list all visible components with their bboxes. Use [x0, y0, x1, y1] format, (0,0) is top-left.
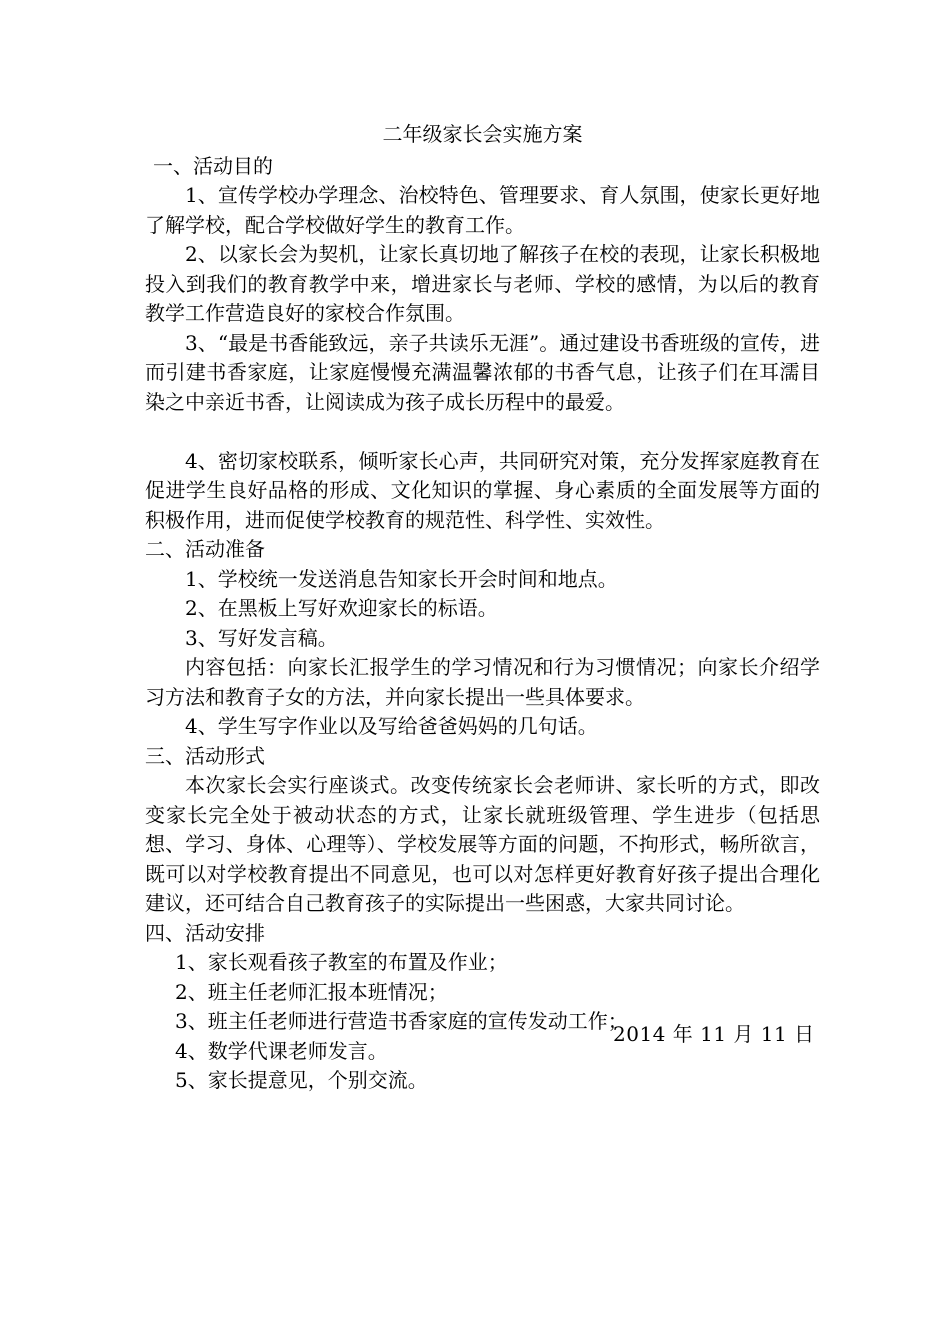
arrangement-item-5: 5、家长提意见，个别交流。: [175, 1068, 428, 1092]
format-paragraph: 本次家长会实行座谈式。改变传统家长会老师讲、家长听的方式，即改变家长完全处于被动状态的方式，让家长就班级管理、学生进步（包括思想、学习、身体、心理等）、学校发展等方面的问题，不拘形式，畅所欲言，既可以对学校教育提出不同意见，也可以对怎样更好教育好孩子提出合理化建议，还可结合自己教育孩子的实际提出一些困惑，大家共同讨论。: [145, 773, 820, 915]
arrangement-item-2: 2、班主任老师汇报本班情况；: [175, 979, 448, 1004]
purpose-paragraph-2: 2、以家长会为契机，让家长真切地了解孩子在校的表现，让家长积极地投入到我们的教育教学中来，增进家长与老师、学校的感情，为以后的教育教学工作营造良好的家校合作氛围。: [145, 242, 820, 325]
document-title: 二年级家长会实施方案: [382, 122, 583, 146]
preparation-item-2: 2、在黑板上写好欢迎家长的标语。: [185, 596, 498, 620]
purpose-paragraph-1: 1、宣传学校办学理念、治校特色、管理要求、育人氛围，使家长更好地了解学校，配合学校做好学生的教育工作。: [145, 183, 820, 237]
preparation-item-3: 3、写好发言稿。: [185, 625, 338, 650]
section-heading-preparation: 二、活动准备: [145, 537, 265, 561]
section-heading-purpose: 一、活动目的: [153, 153, 273, 178]
purpose-paragraph-3: 3、“最是书香能致远，亲子共读乐无涯”。通过建设书香班级的宣传，进而引建书香家庭，让家庭慢慢充满温馨浓郁的书香气息，让孩子们在耳濡目染之中亲近书香，让阅读成为孩子成长历程中的最爱。: [145, 330, 820, 414]
section-heading-format: 三、活动形式: [145, 743, 265, 768]
document-body: [145, 120, 820, 1096]
section-heading-arrangement: 四、活动安排: [145, 920, 265, 945]
arrangement-item-1: 1、家长观看孩子教室的布置及作业；: [175, 950, 508, 974]
preparation-item-1: 1、学校统一发送消息告知家长开会时间和地点。: [185, 566, 618, 591]
purpose-paragraph-4: 4、密切家校联系，倾听家长心声，共同研究对策，充分发挥家庭教育在促进学生良好品格的形成、文化知识的掌握、身心素质的全面发展等方面的积极作用，进而促使学校教育的规范性、科学性、实效性。: [145, 448, 820, 532]
document-date: 2014 年 11 月 11 日: [613, 1022, 815, 1046]
preparation-item-4: 4、学生写字作业以及写给爸爸妈妈的几句话。: [185, 714, 598, 738]
blank-line: [145, 417, 820, 447]
preparation-content-paragraph: 内容包括：向家长汇报学生的学习情况和行为习惯情况；向家长介绍学习方法和教育子女的方法，并向家长提出一些具体要求。: [145, 655, 820, 709]
arrangement-item-3: 3、班主任老师进行营造书香家庭的宣传发动工作；: [175, 1009, 628, 1033]
arrangement-item-4: 4、数学代课老师发言。: [175, 1038, 388, 1063]
